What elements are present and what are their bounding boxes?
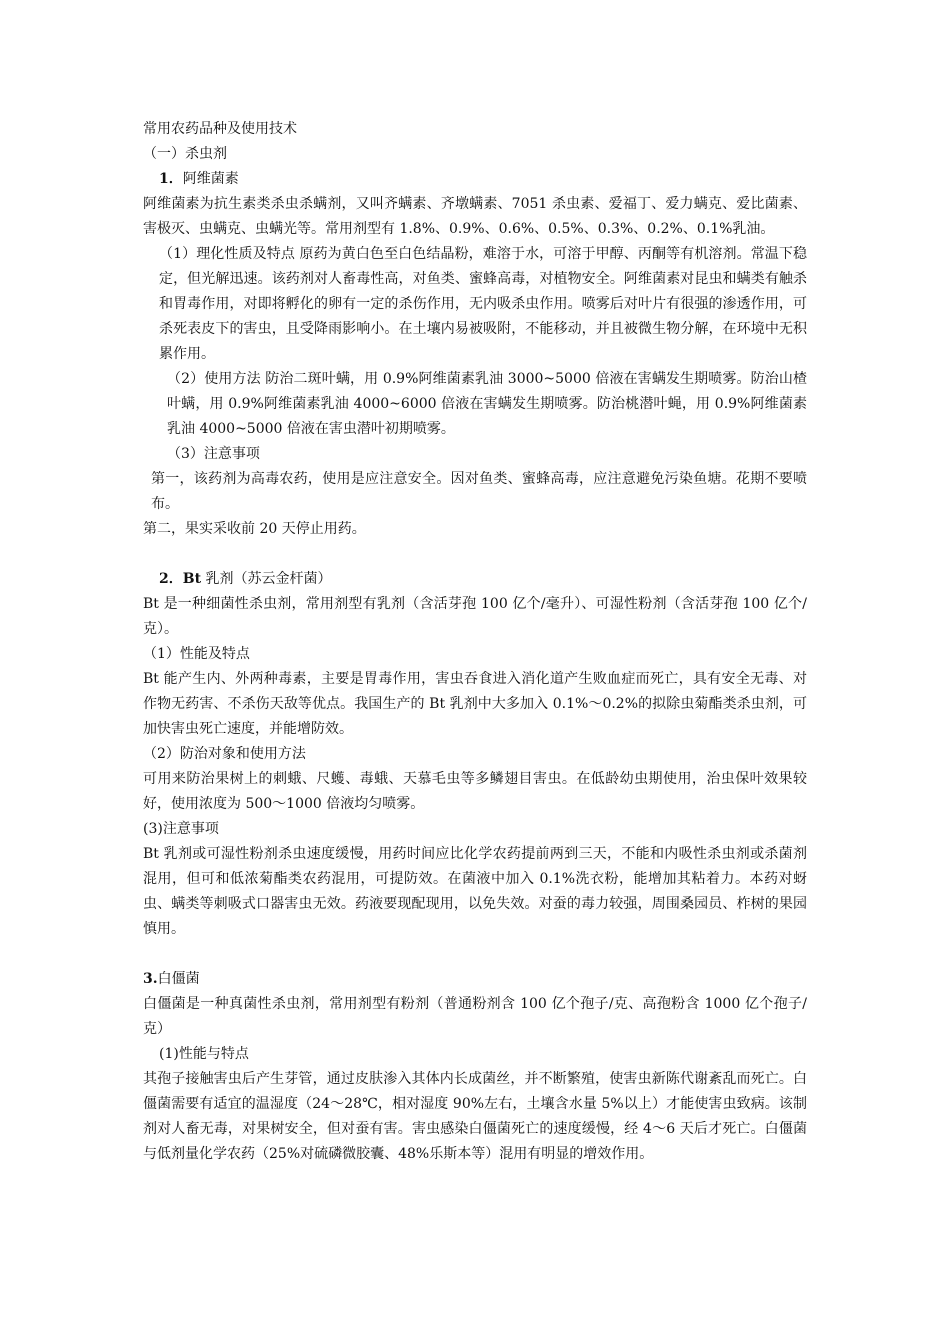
item-1-usage: （2）使用方法 防治二斑叶螨，用 0.9%阿维菌素乳油 3000~5000 倍液在害螨发生期喷雾。防治山楂叶螨，用 0.9%阿维菌素乳油 4000~6000 倍液在害螨发生期喷雾。防治桃潜叶蝇，用 0.9%阿维菌素乳油 4000~5000 倍液在害虫潜叶初期喷雾。 [167,371,807,437]
item-1-note-b: 第二，果实采收前 20 天停止用药。 [143,521,366,537]
item-1-properties: （1）理化性质及特点 原药为黄白色至白色结晶粉，难溶于水，可溶于甲醇、丙酮等有机溶剂。常温下稳定，但光解迅速。该药剂对人畜毒性高，对鱼类、蜜蜂高毒，对植物安全。阿维菌素对昆虫和螨类有触杀和胃毒作用，对即将孵化的卵有一定的杀伤作用，无内吸杀虫作用。喷雾后对叶片有很强的渗透作用，可杀死表皮下的害虫，且受降雨影响小。在土壤内易被吸附，不能移动，并且被微生物分解，在环境中无积累作用。 [159,246,807,362]
item-2-p3-title: (3)注意事项 [143,821,219,837]
item-2-heading [143,567,807,592]
item-2-p2: 可用来防治果树上的刺蛾、尺蠖、毒蛾、天慕毛虫等多鳞翅目害虫。在低龄幼虫期使用，治虫保叶效果较好，使用浓度为 500～1000 倍液均匀喷雾。 [143,771,807,812]
spacer [143,542,807,567]
item-3-title: 白僵菌 [157,971,200,987]
item-2-p3: Bt 乳剂或可湿性粉剂杀虫速度缓慢，用药时间应比化学农药提前两到三天，不能和内吸性杀虫剂或杀菌剂混用，但可和低浓菊酯类农药混用，可提防效。在菌液中加入 0.1%洗衣粉，能增加其粘着力。本药对蚜虫、螨类等刺吸式口器害虫无效。药液要现配现用，以免失效。对蚕的毒力较强，周围桑园员、柞树的果园慎用。 [143,846,807,937]
item-1-title: 阿维菌素 [182,171,239,187]
item-1-intro: 阿维菌素为抗生素类杀虫杀螨剂，又叫齐螨素、齐墩螨素、7051 杀虫素、爱福丁、爱力螨克、爱比菌素、害极灭、虫螨克、虫螨光等。常用剂型有 1.8%、0.9%、0.6%、0.5%、0.3%、0.2%、0.1%乳油。 [143,196,807,237]
item-3-p1-title: (1)性能与特点 [159,1046,249,1062]
item-3-heading [143,967,807,992]
section-heading: （一）杀虫剂 [143,146,227,162]
document-title: 常用农药品种及使用技术 [143,121,297,137]
document-body [143,117,807,1167]
item-1-number: 1． [159,171,183,187]
item-2-p2-title: （2）防治对象和使用方法 [143,746,306,762]
item-2-title: 乳剂（苏云金杆菌） [201,571,332,587]
item-2-intro: Bt 是一种细菌性杀虫剂，常用剂型有乳剂（含活芽孢 100 亿个/毫升）、可湿性粉剂（含活芽孢 100 亿个/克）。 [143,596,807,637]
item-1-note-a: 第一，该药剂为高毒农药，使用是应注意安全。因对鱼类、蜜蜂高毒，应注意避免污染鱼塘。花期不要喷布。 [151,471,807,512]
item-3-intro: 白僵菌是一种真菌性杀虫剂，常用剂型有粉剂（普通粉剂含 100 亿个孢子/克、高孢粉含 1000 亿个孢子/克） [143,996,807,1037]
item-3-p1: 其孢子接触害虫后产生芽管，通过皮肤渗入其体内长成菌丝，并不断繁殖，使害虫新陈代谢紊乱而死亡。白僵菌需要有适宜的温湿度（24～28℃，相对湿度 90%左右，土壤含水量 5%以上）才能使害虫致病。该制剂对人畜无毒，对果树安全，但对蚕有害。害虫感染白僵菌死亡的速度缓慢，经 4～6 天后才死亡。白僵菌与低剂量化学农药（25%对硫磷微胶囊、48%乐斯本等）混用有明显的增效作用。 [143,1071,807,1162]
item-2-p1-title: （1）性能及特点 [143,646,250,662]
item-1-notes-title: （3）注意事项 [167,446,260,462]
item-2-number: 2．Bt [159,571,202,587]
item-3-number: 3. [143,971,158,987]
spacer [143,942,807,967]
item-2-p1: Bt 能产生内、外两种毒素，主要是胃毒作用，害虫吞食进入消化道产生败血症而死亡，具有安全无毒、对作物无药害、不杀伤天敌等优点。我国生产的 Bt 乳剂中大多加入 0.1%～0.2%的拟除虫菊酯类杀虫剂，可加快害虫死亡速度，并能增防效。 [143,671,807,737]
item-1-heading [143,167,807,192]
